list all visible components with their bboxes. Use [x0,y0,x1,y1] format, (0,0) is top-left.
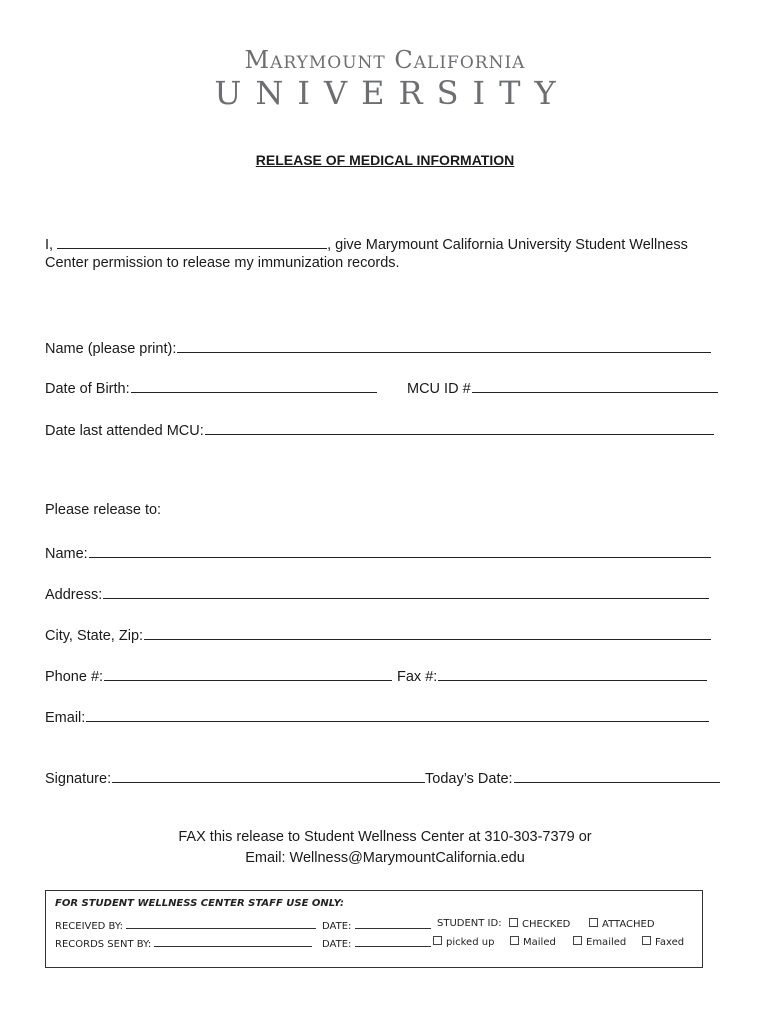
emailed-checkbox[interactable] [573,936,582,945]
checked-checkbox[interactable] [509,918,518,927]
checked-label: CHECKED [522,919,571,930]
received-by-label: RECEIVED BY: [55,921,124,932]
phone-field[interactable] [104,666,392,681]
mailed-checkbox[interactable] [510,936,519,945]
logo-university-name-bottom: UNIVERSITY [214,74,570,112]
name-print-label: Name (please print): [45,341,177,357]
staff-use-box [45,890,703,968]
picked-up-label: picked up [446,937,495,948]
received-by-field[interactable] [126,918,316,929]
signature-row [45,768,425,787]
received-date-label: DATE: [322,921,352,932]
release-to-heading: Please release to: [45,502,162,518]
dob-row [45,378,377,397]
fax-instructions-line-1: FAX this release to Student Wellness Center at 310-303-7379 or [178,829,592,845]
last-attended-field[interactable] [205,420,714,435]
mailed-option[interactable] [510,936,556,948]
last-attended-label: Date last attended MCU: [45,423,204,439]
city-state-zip-field[interactable] [144,625,711,640]
attached-label: ATTACHED [602,919,655,930]
mcu-id-label: MCU ID # [407,381,471,397]
mcu-id-field[interactable] [472,378,718,393]
todays-date-label: Today’s Date: [425,771,513,787]
signature-field[interactable] [112,768,425,783]
phone-row [45,666,392,685]
email-row [45,707,709,726]
sent-date-row [322,936,431,950]
received-date-row [322,918,431,932]
todays-date-row [425,768,720,787]
fax-instructions-line-2: Email: Wellness@MarymountCalifornia.edu [245,850,525,866]
fax-row [397,666,707,685]
todays-date-field[interactable] [514,768,720,783]
intro-line-2: Center permission to release my immunization records. [45,255,400,271]
last-attended-row [45,420,714,439]
email-label: Email: [45,710,86,726]
dob-field[interactable] [131,378,377,393]
signature-label: Signature: [45,771,112,787]
address-field[interactable] [103,584,709,599]
recipient-name-field[interactable] [89,543,711,558]
received-date-field[interactable] [355,918,431,929]
intro-prefix: I, [45,237,54,253]
mcu-id-row [407,378,718,397]
emailed-option[interactable] [573,936,626,948]
name-print-row [45,338,711,357]
picked-up-checkbox[interactable] [433,936,442,945]
staff-use-heading: FOR STUDENT WELLNESS CENTER STAFF USE ONLY: [55,898,344,909]
recipient-name-label: Name: [45,546,88,562]
sent-date-field[interactable] [355,936,431,947]
student-id-label: STUDENT ID: [437,918,502,929]
fax-label: Fax #: [397,669,438,685]
sent-date-label: DATE: [322,939,352,950]
city-state-zip-row [45,625,711,644]
picked-up-option[interactable] [433,936,494,948]
emailed-label: Emailed [586,937,627,948]
mailed-label: Mailed [523,937,556,948]
attached-checkbox[interactable] [589,918,598,927]
fax-field[interactable] [438,666,707,681]
intro-suffix: , give Marymount California University Student Wellness [327,237,688,253]
name-print-field[interactable] [177,338,711,353]
records-sent-by-field[interactable] [154,936,312,947]
patient-name-blank[interactable] [57,234,327,249]
student-id-row [437,918,502,929]
city-state-zip-label: City, State, Zip: [45,628,144,644]
received-by-row [55,918,316,932]
dob-label: Date of Birth: [45,381,130,397]
faxed-label: Faxed [655,937,685,948]
checked-option[interactable] [509,918,570,930]
records-sent-by-label: RECORDS SENT BY: [55,939,152,950]
records-sent-by-row [55,936,312,950]
faxed-checkbox[interactable] [642,936,651,945]
email-field[interactable] [86,707,709,722]
attached-option[interactable] [589,918,655,930]
address-label: Address: [45,587,103,603]
intro-line-1 [45,234,688,253]
phone-label: Phone #: [45,669,104,685]
recipient-name-row [45,543,711,562]
logo-university-name-top: Marymount California [244,46,526,74]
document-title: RELEASE OF MEDICAL INFORMATION [255,152,515,168]
faxed-option[interactable] [642,936,684,948]
address-row [45,584,709,603]
